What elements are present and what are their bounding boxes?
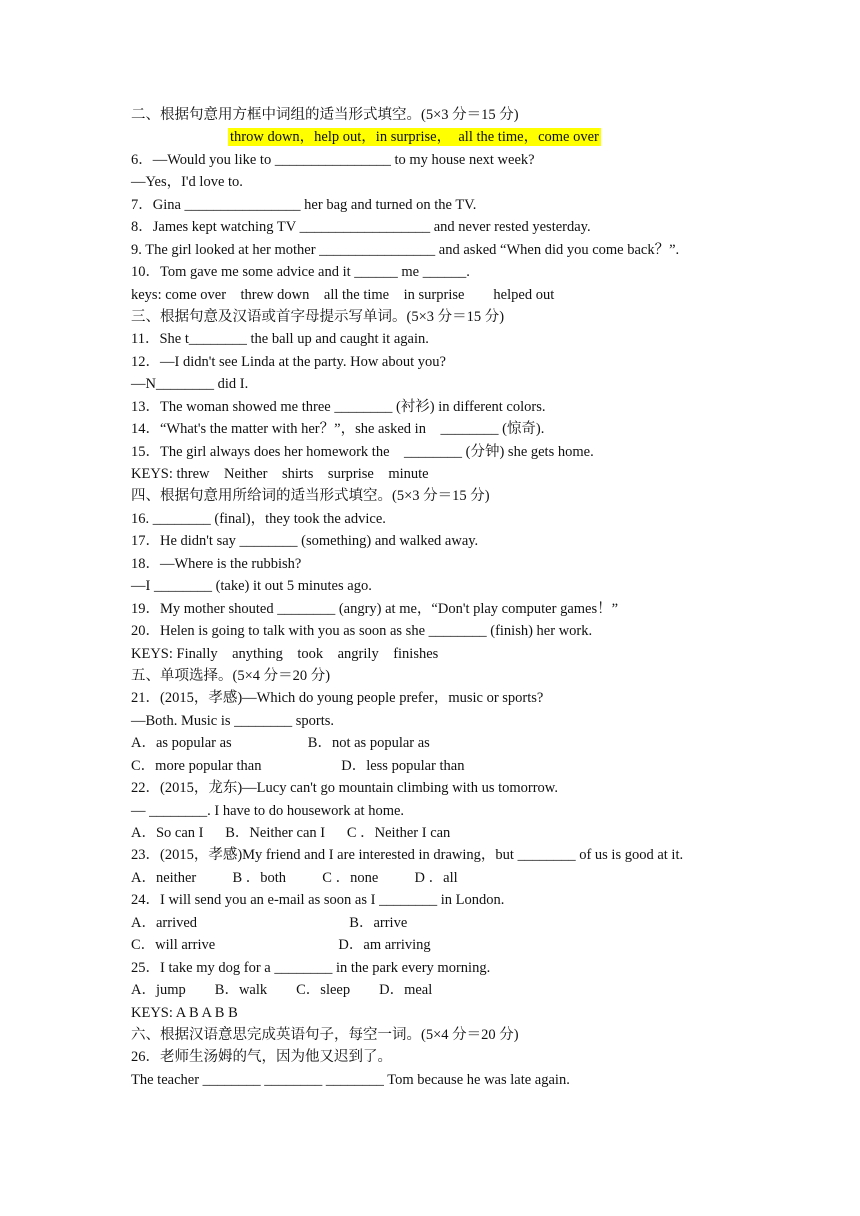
text-line	[131, 957, 771, 979]
text-line	[131, 418, 771, 440]
text-line	[131, 149, 771, 171]
line-text: 五、单项选择。(5×4 分＝20 分)	[131, 667, 331, 684]
line-text: 18．—Where is the rubbish?	[131, 555, 302, 572]
text-line	[131, 665, 771, 687]
text-line	[131, 553, 771, 575]
line-text: 三、根据句意及汉语或首字母提示写单词。(5×3 分＝15 分)	[131, 308, 505, 325]
line-text: C．more popular than D．less popular than	[131, 757, 465, 774]
line-text: —I ________ (take) it out 5 minutes ago.	[131, 578, 372, 595]
text-line	[131, 351, 771, 373]
text-line	[131, 104, 771, 126]
highlighted-phrases: throw down，help out，in surprise， all the time，come over	[230, 129, 599, 146]
line-text: A．as popular as B．not as popular as	[131, 735, 430, 752]
text-line	[131, 328, 771, 350]
text-line	[131, 1002, 771, 1024]
text-line	[131, 934, 771, 956]
line-text: 24．I will send you an e-mail as soon as I ________ in London.	[131, 892, 505, 909]
line-text: 7．Gina ________________ her bag and turned on the TV.	[131, 196, 477, 213]
text-line	[131, 485, 771, 507]
text-line	[131, 777, 771, 799]
line-text: 26．老师生汤姆的气，因为他又迟到了。	[131, 1049, 392, 1066]
line-text: 15．The girl always does her homework the ________ (分钟) she gets home.	[131, 443, 594, 460]
line-text: 14．“What's the matter with her？”，she asked in ________ (惊奇).	[131, 421, 545, 438]
line-text: 23．(2015，孝感)My friend and I are interested in drawing，but ________ of us is good at it.	[131, 847, 684, 864]
line-text: KEYS: threw Neither shirts surprise minute	[131, 466, 429, 482]
text-line	[131, 508, 771, 530]
text-line	[131, 755, 771, 777]
line-text: 12．—I didn't see Linda at the party. How about you?	[131, 353, 446, 370]
text-line	[131, 171, 771, 193]
line-text: The teacher ________ ________ ________ Tom because he was late again.	[131, 1071, 570, 1088]
document-body	[131, 104, 771, 1091]
line-text: 6．—Would you like to ________________ to my house next week?	[131, 151, 535, 168]
line-text: 二、根据句意用方框中词组的适当形式填空。(5×3 分＝15 分)	[131, 107, 519, 123]
text-line	[131, 463, 771, 485]
text-line	[131, 441, 771, 463]
line-text: A．neither B ．both C ．none D ．all	[131, 869, 458, 886]
line-text: —N________ did I.	[131, 376, 249, 393]
line-text: C．will arrive D．am arriving	[131, 937, 431, 954]
text-line	[131, 261, 771, 283]
text-line	[131, 800, 771, 822]
line-text: 16. ________ (final)，they took the advice.	[131, 510, 386, 527]
line-text: keys: come over threw down all the time in surprise helped out	[131, 286, 555, 303]
text-line	[131, 620, 771, 642]
text-line	[131, 194, 771, 216]
line-text: A．arrived B．arrive	[131, 914, 408, 931]
text-line	[131, 396, 771, 418]
line-text: 六、根据汉语意思完成英语句子，每空一词。(5×4 分＝20 分)	[131, 1026, 519, 1043]
text-line	[131, 216, 771, 238]
text-line	[131, 598, 771, 620]
line-text: KEYS: A B A B B	[131, 1004, 238, 1021]
line-text: KEYS: Finally anything took angrily finishes	[131, 645, 439, 662]
line-text: 10．Tom gave me some advice and it ______ me ______.	[131, 264, 470, 281]
line-text: 20．Helen is going to talk with you as soon as she ________ (finish) her work.	[131, 623, 593, 640]
line-text: 25．I take my dog for a ________ in the park every morning.	[131, 959, 491, 976]
word-box	[131, 126, 771, 148]
text-line	[131, 284, 771, 306]
line-text: —Yes，I'd love to.	[131, 174, 243, 191]
line-text: A．jump B．walk C．sleep D．meal	[131, 982, 433, 999]
line-text: 19．My mother shouted ________ (angry) at me，“Don't play computer games！”	[131, 600, 619, 617]
text-line	[131, 373, 771, 395]
text-line	[131, 844, 771, 866]
line-text: 21．(2015，孝感)—Which do young people prefer，music or sports?	[131, 690, 544, 707]
text-line	[131, 732, 771, 754]
text-line	[131, 687, 771, 709]
line-text: —Both. Music is ________ sports.	[131, 712, 335, 729]
line-text: A．So can I B．Neither can I C ．Neither I can	[131, 825, 451, 841]
text-line	[131, 979, 771, 1001]
text-line	[131, 822, 771, 844]
text-line	[131, 710, 771, 732]
text-line	[131, 306, 771, 328]
line-text: 四、根据句意用所给词的适当形式填空。(5×3 分＝15 分)	[131, 488, 490, 505]
line-text: 9. The girl looked at her mother ________________ and asked “When did you come back？”.	[131, 241, 680, 258]
line-text: 13．The woman showed me three ________ (衬衫) in different colors.	[131, 398, 546, 415]
line-text: — ________. I have to do housework at home.	[131, 802, 405, 819]
line-text: 22．(2015，龙东)—Lucy can't go mountain climbing with us tomorrow.	[131, 780, 558, 797]
text-line	[131, 912, 771, 934]
text-line	[131, 1069, 771, 1091]
text-line	[131, 530, 771, 552]
line-text: 11．She t________ the ball up and caught it again.	[131, 331, 429, 348]
text-line	[131, 239, 771, 261]
text-line	[131, 1024, 771, 1046]
line-text: 8．James kept watching TV __________________ and never rested yesterday.	[131, 219, 591, 236]
text-line	[131, 889, 771, 911]
text-line	[131, 575, 771, 597]
line-text: 17．He didn't say ________ (something) and walked away.	[131, 533, 479, 550]
text-line	[131, 867, 771, 889]
text-line	[131, 1046, 771, 1068]
text-line	[131, 643, 771, 665]
